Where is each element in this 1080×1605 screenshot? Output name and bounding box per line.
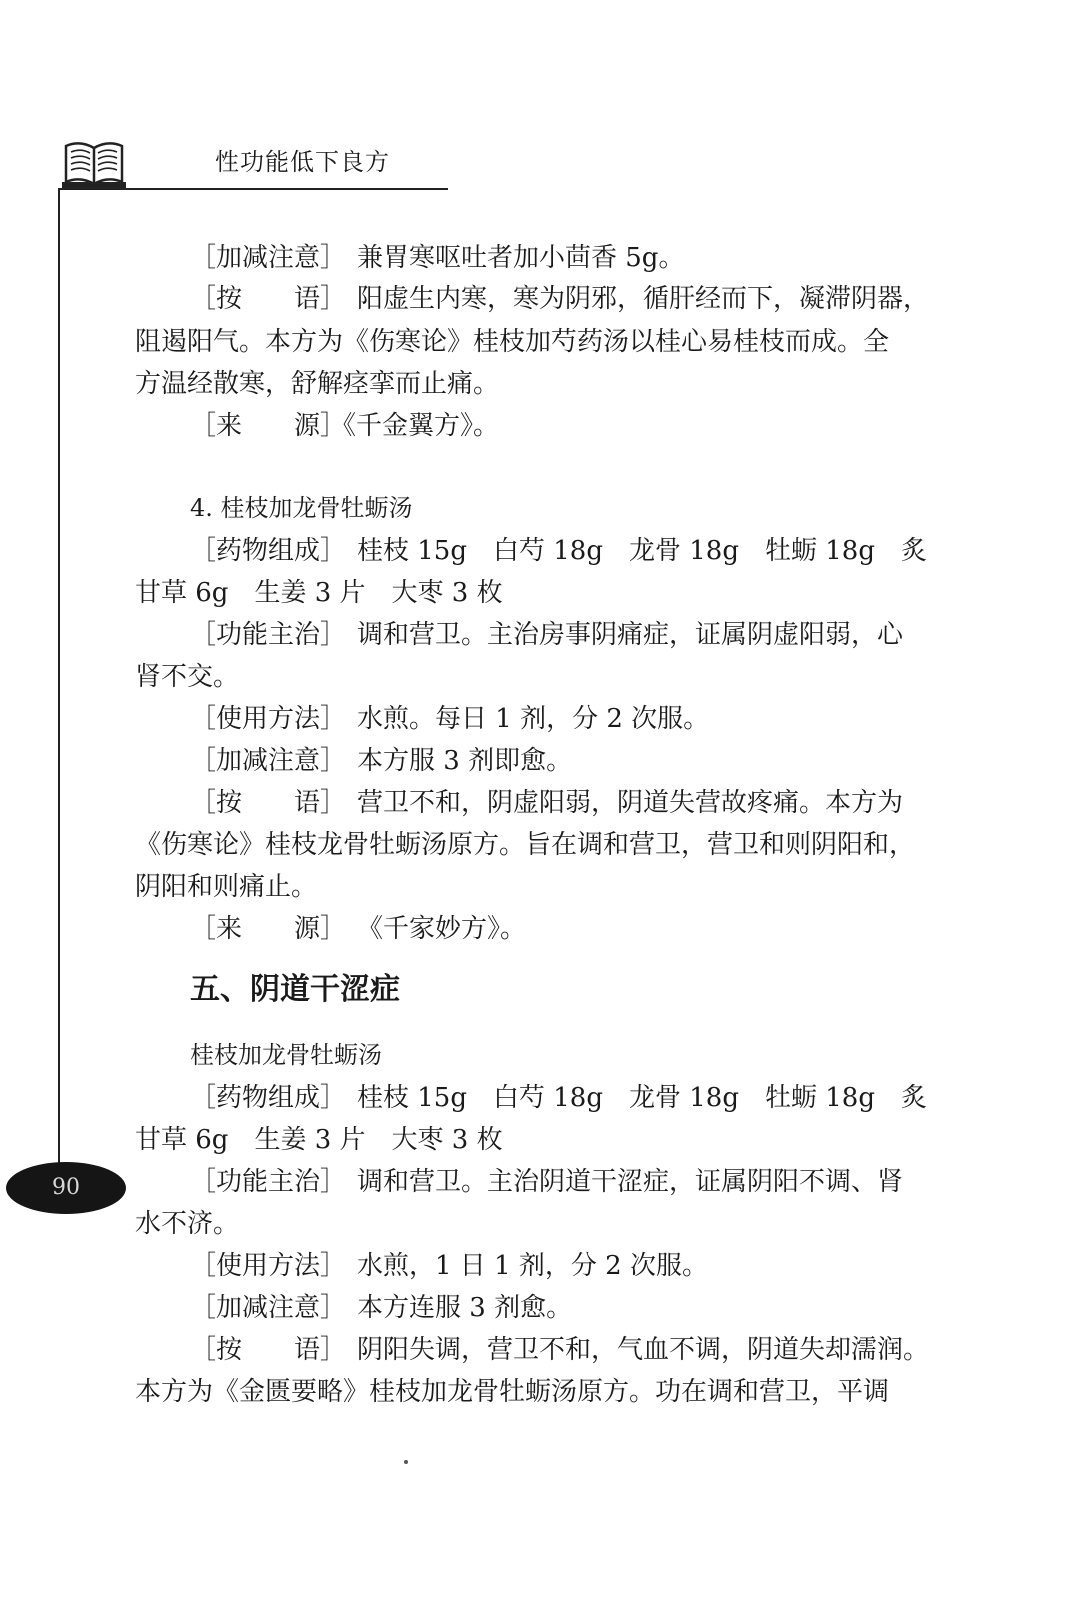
field-label: ［功能主治］: [190, 620, 347, 650]
text-line: [190, 536, 927, 566]
scan-speck: [404, 1460, 408, 1464]
text-line: [190, 1251, 708, 1281]
field-label: ［使用方法］: [190, 704, 347, 734]
text-line: [190, 1335, 929, 1365]
margin-rule: [58, 188, 60, 1188]
text-line: [190, 746, 572, 776]
text-line: [190, 411, 499, 441]
field-text: 兼胃寒呕吐者加小茴香 5g。: [357, 243, 685, 273]
text-line: [190, 704, 709, 734]
field-text: 营卫不和，阴虚阳弱，阴道失营故疼痛。本方为: [357, 788, 904, 818]
text-line: 方温经散寒，舒解痉挛而止痛。: [135, 369, 500, 399]
text-line: [190, 914, 526, 944]
text-line: [190, 1167, 903, 1197]
field-text: 《千家妙方》。: [357, 914, 527, 944]
field-text: 水煎，1 日 1 剂，分 2 次服。: [357, 1251, 708, 1281]
field-label: ［功能主治］: [190, 1167, 347, 1197]
field-label: ［加减注意］: [190, 746, 347, 776]
text-line: 甘草 6g 生姜 3 片 大枣 3 枚: [135, 1125, 503, 1155]
text-line: [190, 788, 903, 818]
text-line: 肾不交。: [135, 662, 240, 692]
field-text: 桂枝 15g 白芍 18g 龙骨 18g 牡蛎 18g 炙: [357, 536, 927, 566]
text-line: [190, 243, 684, 273]
field-label: ［药物组成］: [190, 1083, 347, 1113]
text-line: [190, 284, 929, 314]
text-line: 阴阳和则痛止。: [135, 872, 318, 902]
field-text: 本方连服 3 剂愈。: [357, 1293, 573, 1323]
section-title: 五、阴道干涩症: [190, 972, 400, 1007]
running-head-title: 性功能低下良方: [215, 148, 390, 176]
field-text: 阳虚生内寒，寒为阴邪，循肝经而下，凝滞阴器，: [357, 284, 930, 314]
field-label: ［按 语］: [190, 284, 347, 314]
field-text: 阴阳失调，营卫不和，气血不调，阴道失却濡润。: [357, 1335, 930, 1365]
recipe-heading: 4. 桂枝加龙骨牡蛎汤: [190, 494, 413, 522]
field-label: ［来 源］: [190, 914, 347, 944]
text-line: 甘草 6g 生姜 3 片 大枣 3 枚: [135, 578, 503, 608]
text-line: 水不济。: [135, 1209, 240, 1239]
text-line: [190, 1293, 572, 1323]
text-line: [190, 1083, 927, 1113]
field-text: 调和营卫。主治房事阴痛症，证属阴虚阳弱，心: [357, 620, 904, 650]
field-text: 《千金翼方》。: [330, 411, 500, 441]
text-line: 阻遏阳气。本方为《伤寒论》桂枝加芍药汤以桂心易桂枝而成。全: [135, 327, 890, 357]
field-label: ［按 语］: [190, 788, 347, 818]
field-label: ［加减注意］: [190, 1293, 347, 1323]
open-book-icon: [62, 140, 126, 190]
field-text: 水煎。每日 1 剂，分 2 次服。: [357, 704, 710, 734]
text-line: [190, 620, 903, 650]
field-label: ［药物组成］: [190, 536, 347, 566]
field-label: ［来 源］: [190, 411, 347, 441]
field-label: ［使用方法］: [190, 1251, 347, 1281]
text-line: 本方为《金匮要略》桂枝加龙骨牡蛎汤原方。功在调和营卫，平调: [135, 1377, 890, 1407]
field-label: ［按 语］: [190, 1335, 347, 1365]
header-rule: [58, 188, 448, 190]
field-text: 调和营卫。主治阴道干涩症，证属阴阳不调、肾: [357, 1167, 904, 1197]
field-text: 本方服 3 剂即愈。: [357, 746, 573, 776]
field-label: ［加减注意］: [190, 243, 347, 273]
text-line: 《伤寒论》桂枝龙骨牡蛎汤原方。旨在调和营卫，营卫和则阴阳和，: [135, 830, 916, 860]
field-text: 桂枝 15g 白芍 18g 龙骨 18g 牡蛎 18g 炙: [357, 1083, 927, 1113]
page-number-badge: 90: [6, 1162, 126, 1214]
recipe-heading: 桂枝加龙骨牡蛎汤: [190, 1041, 382, 1069]
